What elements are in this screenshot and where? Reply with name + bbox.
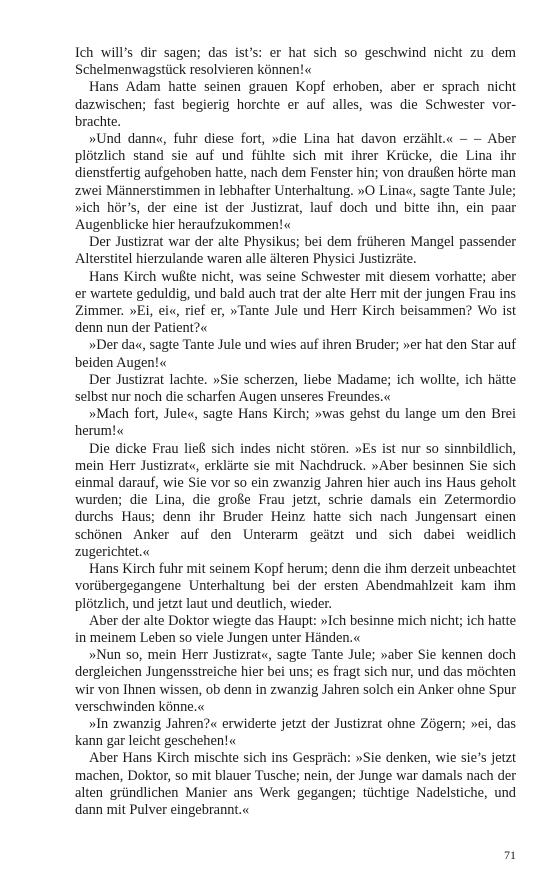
- paragraph: Aber der alte Doktor wiegte das Haupt: »Ich besinne mich nicht; ich hatte in meinem Leben so viele Jungen unter Händen.«: [75, 612, 516, 646]
- paragraph: Hans Kirch wußte nicht, was seine Schwester mit diesem vorhatte; aber er wartete geduldig, und bald auch trat der alte Herr mit der jungen Frau ins Zimmer. »Ei, ei«, rief er, »Tante Jule und Herr Kirch beisammen? Wo ist denn nun der Patient?«: [75, 268, 516, 337]
- paragraph: Der Justizrat lachte. »Sie scherzen, liebe Madame; ich wollte, ich hätte selbst nur noch die scharfen Augen unseres Freundes.«: [75, 371, 516, 406]
- paragraph: Ich will’s dir sagen; das ist’s: er hat sich so geschwind nicht zu dem Schelmenwagstück resolvieren können!«: [75, 45, 516, 79]
- paragraph: Die dicke Frau ließ sich indes nicht stören. »Es ist nur so sinnbildlich, mein Herr Justizrat«, erklärte sie mit Nachdruck. »Aber besinnen Sie sich einmal darauf, wie Sie vor so ein zwanzig Jahren hier auch ins Haus geholt wurden; die Lina, die große Frau jetzt, schrie damals ein Zetermordio durchs Haus; denn ihr Bruder Heinz hatte sich nach Jungensart einen schönen Anker auf den Unterarm geätzt und sich dabei weidlich zugerichtet.«: [75, 440, 516, 560]
- page-number: 71: [504, 848, 516, 862]
- paragraph: Der Justizrat war der alte Physikus; bei dem früheren Mangel passender Alterstitel hierzulande waren alle älteren Physici Justizräte.: [75, 234, 516, 268]
- paragraph: Hans Kirch fuhr mit seinem Kopf herum; denn die ihm derzeit unbeachtet vorübergegangene Unterhaltung bei der ersten Abendmahlzeit kam ihm plötzlich, und jetzt laut und deutlich, wieder.: [75, 561, 516, 612]
- paragraph: »Mach fort, Jule«, sagte Hans Kirch; »was gehst du lange um den Brei herum!«: [75, 406, 516, 440]
- paragraph: Aber Hans Kirch mischte sich ins Gespräch: »Sie denken, wie sie’s jetzt machen, Doktor, so mit blauer Tusche; nein, der Junge war damals nach der alten gründlichen Manier ans Werk gegangen; tüchtige Nadelstiche, und dann mit Pulver eingebrannt.«: [75, 750, 516, 818]
- paragraph: »Und dann«, fuhr diese fort, »die Lina hat davon erzählt.« – – Aber plötzlich stand sie auf und fühlte sich mit ihrer Krücke, die Lina ihr dienstfertig aufgehoben hatte, nach dem Fenster hin; von draußen hörte man zwei Männerstimmen in lebhafter Unterhaltung. »O Lina«, sagte Tante Jule; »ich hör’s, der eine ist der Justizrat, lauf doch und bitte ihn, ein paar Augenblicke hier heraufzukommen!«: [75, 131, 516, 234]
- paragraph: »Der da«, sagte Tante Jule und wies auf ihren Bruder; »er hat den Star auf beiden Augen!«: [75, 337, 516, 371]
- paragraph: Hans Adam hatte seinen grauen Kopf erhoben, aber er sprach nicht dazwischen; fast begierig horchte er auf alles, was die Schwester vorbrachte.: [75, 79, 516, 130]
- paragraph: »Nun so, mein Herr Justizrat«, sagte Tante Jule; »aber Sie kennen doch dergleichen Jungensstreiche hier bei uns; es fragt sich nur, und das möchten wir von Ihnen wissen, ob denn in zwanzig Jahren solch ein Anker ohne Spur verschwinden könne.«: [75, 647, 516, 715]
- page-body: [75, 45, 516, 819]
- paragraph: »In zwanzig Jahren?« erwiderte jetzt der Justizrat ohne Zögern; »ei, das kann gar leicht geschehen!«: [75, 715, 516, 750]
